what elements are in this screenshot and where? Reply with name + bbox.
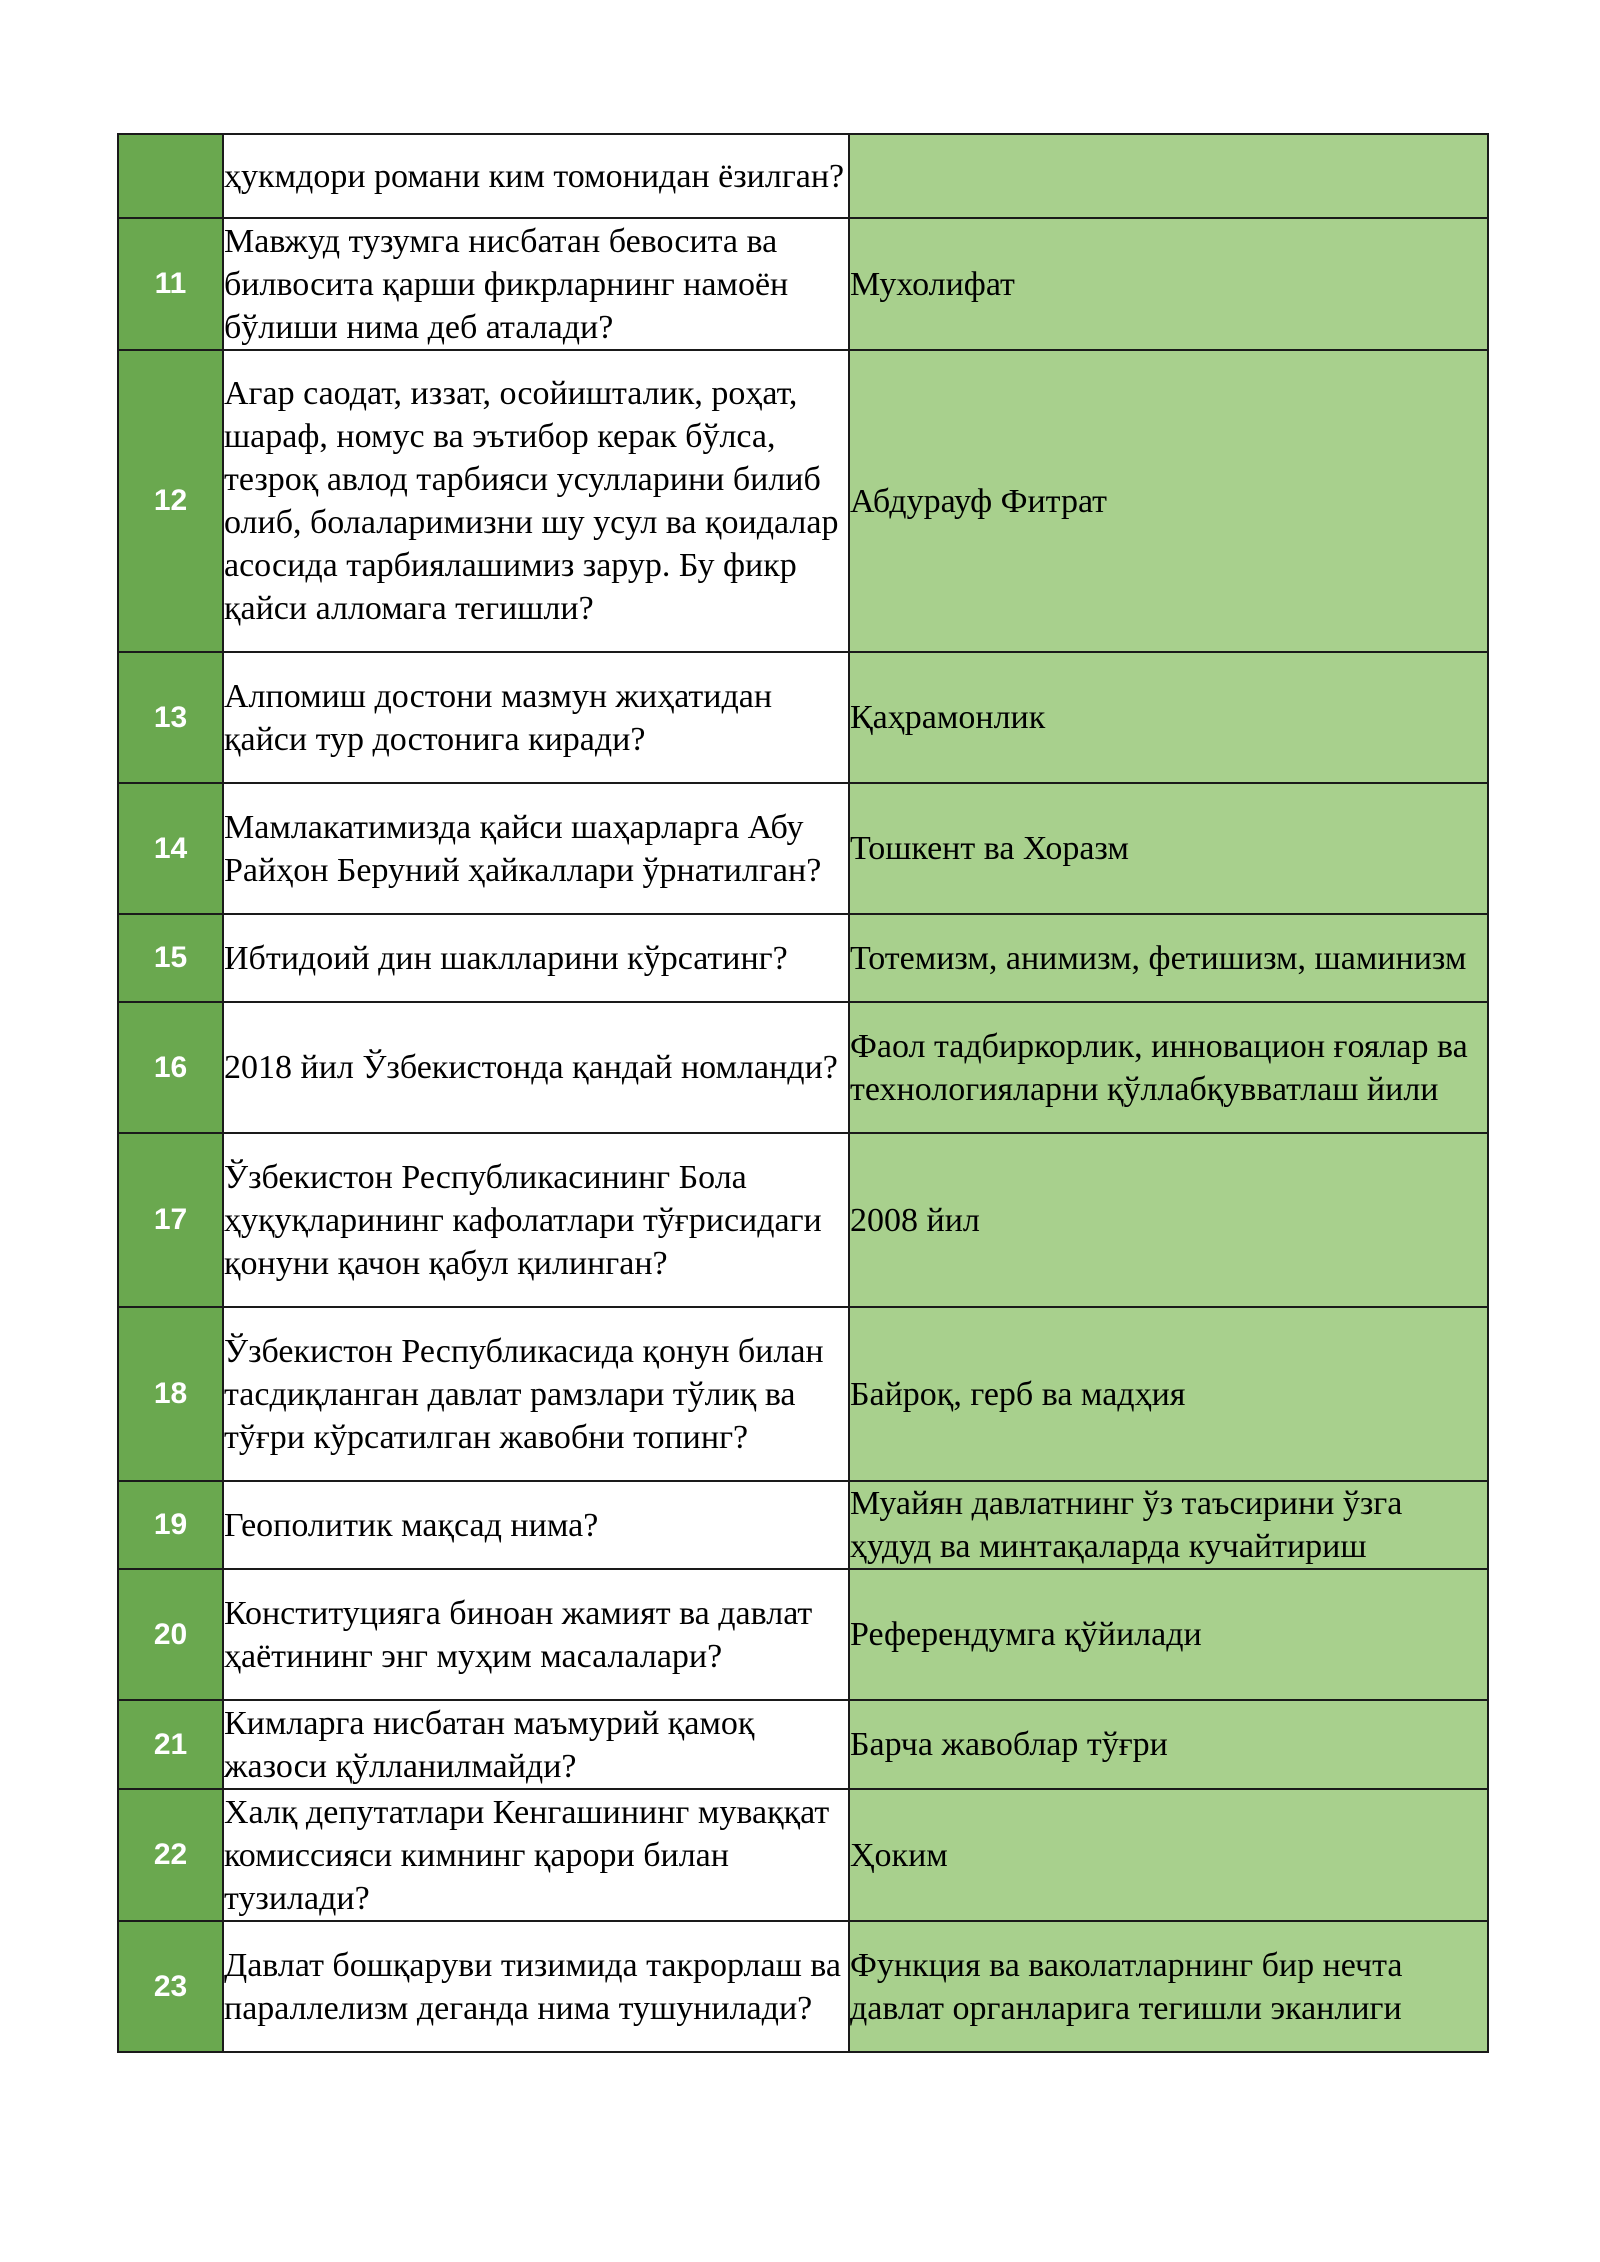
table-row	[118, 1481, 1488, 1569]
row-number: 16	[118, 1002, 223, 1133]
row-number: 22	[118, 1789, 223, 1921]
table-row	[118, 1789, 1488, 1921]
question-cell: Агар саодат, иззат, осойишталик, роҳат, шараф, номус ва эътибор керак бўлса, тезроқ авлод тарбияси усулларини билиб олиб, болаларимизни шу усул ва қоидалар асосида тарбиялашимиз зарур. Бу фикр қайси алломага тегишли?	[223, 350, 849, 652]
table-row	[118, 350, 1488, 652]
question-cell: Мавжуд тузумга нисбатан бевосита ва билвосита қарши фикрларнинг намоён бўлиши нима деб аталади?	[223, 218, 849, 350]
row-number: 18	[118, 1307, 223, 1481]
question-cell: 2018 йил Ўзбекистонда қандай номланди?	[223, 1002, 849, 1133]
row-number: 23	[118, 1921, 223, 2052]
question-cell: Ўзбекистон Республикасида қонун билан тасдиқланган давлат рамзлари тўлиқ ва тўғри кўрсатилган жавобни топинг?	[223, 1307, 849, 1481]
table-row	[118, 783, 1488, 914]
row-number	[118, 134, 223, 218]
question-cell: Халқ депутатлари Кенгашининг муваққат комиссияси кимнинг қарори билан тузилади?	[223, 1789, 849, 1921]
question-cell: Алпомиш достони мазмун жиҳатидан қайси тур достонига киради?	[223, 652, 849, 783]
row-number: 17	[118, 1133, 223, 1307]
table-row	[118, 1133, 1488, 1307]
table-row	[118, 652, 1488, 783]
row-number: 19	[118, 1481, 223, 1569]
row-number: 21	[118, 1700, 223, 1789]
table-row	[118, 218, 1488, 350]
row-number: 15	[118, 914, 223, 1002]
row-number: 20	[118, 1569, 223, 1700]
answer-cell: Функция ва ваколатларнинг бир нечта давлат органларига тегишли эканлиги	[849, 1921, 1488, 2052]
answer-cell: Тотемизм, анимизм, фетишизм, шаминизм	[849, 914, 1488, 1002]
row-number: 12	[118, 350, 223, 652]
question-cell: Геополитик мақсад нима?	[223, 1481, 849, 1569]
answer-cell: Муайян давлатнинг ўз таъсирини ўзга ҳудуд ва минтақаларда кучайтириш	[849, 1481, 1488, 1569]
answer-cell	[849, 134, 1488, 218]
answer-cell: Референдумга қўйилади	[849, 1569, 1488, 1700]
table-row	[118, 1002, 1488, 1133]
table-row	[118, 1921, 1488, 2052]
answer-cell: Барча жавоблар тўғри	[849, 1700, 1488, 1789]
table-row	[118, 1700, 1488, 1789]
row-number: 14	[118, 783, 223, 914]
row-number: 13	[118, 652, 223, 783]
question-cell: Конституцияга биноан жамият ва давлат ҳаётининг энг муҳим масалалари?	[223, 1569, 849, 1700]
row-number: 11	[118, 218, 223, 350]
question-cell: Ибтидоий дин шаклларини кўрсатинг?	[223, 914, 849, 1002]
qa-table	[117, 133, 1489, 2053]
answer-cell: Байроқ, герб ва мадҳия	[849, 1307, 1488, 1481]
answer-cell: Мухолифат	[849, 218, 1488, 350]
answer-cell: Ҳоким	[849, 1789, 1488, 1921]
answer-cell: Абдурауф Фитрат	[849, 350, 1488, 652]
question-cell: Мамлакатимизда қайси шаҳарларга Абу Райҳон Беруний ҳайкаллари ўрнатилган?	[223, 783, 849, 914]
answer-cell: Фаол тадбиркорлик, инновацион ғоялар ва технологияларни қўллабқувватлаш йили	[849, 1002, 1488, 1133]
table-row	[118, 914, 1488, 1002]
question-cell: Давлат бошқаруви тизимида такрорлаш ва параллелизм деганда нима тушунилади?	[223, 1921, 849, 2052]
answer-cell: Қаҳрамонлик	[849, 652, 1488, 783]
table-row	[118, 1569, 1488, 1700]
question-cell: ҳукмдори романи ким томонидан ёзилган?	[223, 134, 849, 218]
table-row	[118, 134, 1488, 218]
question-cell: Кимларга нисбатан маъмурий қамоқ жазоси қўлланилмайди?	[223, 1700, 849, 1789]
answer-cell: Тошкент ва Хоразм	[849, 783, 1488, 914]
answer-cell: 2008 йил	[849, 1133, 1488, 1307]
table-row	[118, 1307, 1488, 1481]
question-cell: Ўзбекистон Республикасининг Бола ҳуқуқларининг кафолатлари тўғрисидаги қонуни қачон қабул қилинган?	[223, 1133, 849, 1307]
